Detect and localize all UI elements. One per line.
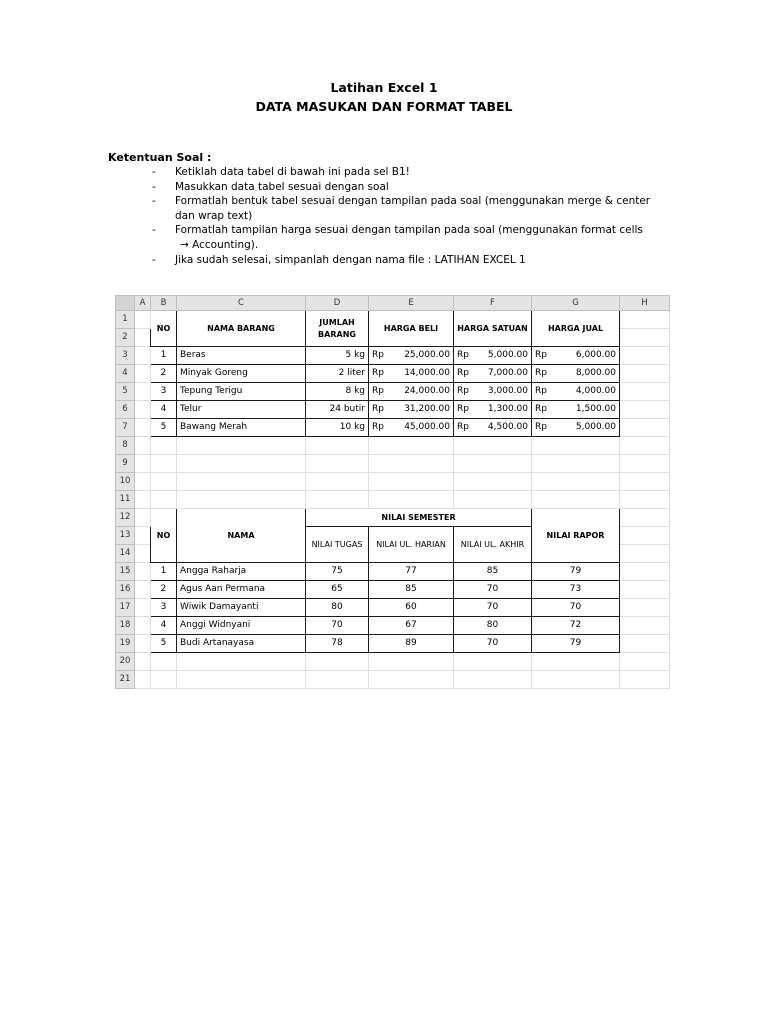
sheet-row — [116, 671, 670, 689]
cell[interactable]: 70 — [454, 635, 532, 653]
cell[interactable] — [151, 653, 177, 671]
cell[interactable] — [135, 617, 151, 635]
cell[interactable]: 1 — [151, 347, 177, 365]
cell[interactable]: Beras — [177, 347, 306, 365]
cell[interactable]: Rp 5,000.00 — [532, 419, 620, 437]
header-cell[interactable]: HARGA SATUAN — [454, 311, 532, 347]
cell[interactable]: 79 — [532, 635, 620, 653]
instruction-list — [150, 165, 680, 267]
page-subtitle: DATA MASUKAN DAN FORMAT TABEL — [255, 99, 513, 114]
cell[interactable] — [177, 437, 306, 455]
instruction-item: - Masukkan data tabel sesuai dengan soal — [152, 180, 389, 193]
cell[interactable]: 5 — [151, 419, 177, 437]
row-header[interactable]: 2 — [116, 329, 135, 347]
instruction-item-continuation: dan wrap text) — [175, 209, 253, 222]
cell[interactable] — [135, 437, 151, 455]
cell[interactable]: 79 — [532, 563, 620, 581]
cell[interactable] — [135, 635, 151, 653]
header-cell[interactable]: HARGA BELI — [369, 311, 454, 347]
cell[interactable] — [135, 653, 151, 671]
header-cell[interactable]: NILAI UL. HARIAN — [369, 527, 454, 563]
cell[interactable]: 70 — [454, 581, 532, 599]
row-header[interactable]: 18 — [116, 617, 135, 635]
column-header[interactable]: G — [532, 296, 620, 311]
cell[interactable] — [620, 347, 670, 365]
header-cell[interactable]: NILAI TUGAS — [306, 527, 369, 563]
cell[interactable]: 8 kg — [306, 383, 369, 401]
header-cell[interactable]: NILAI SEMESTER — [306, 509, 532, 527]
cell[interactable]: 80 — [306, 599, 369, 617]
cell[interactable] — [151, 437, 177, 455]
cell[interactable]: 85 — [454, 563, 532, 581]
cell[interactable]: 75 — [306, 563, 369, 581]
row-header[interactable]: 12 — [116, 509, 135, 527]
cell[interactable] — [369, 491, 454, 509]
cell[interactable] — [532, 671, 620, 689]
cell[interactable]: Wiwik Damayanti — [177, 599, 306, 617]
cell[interactable] — [177, 473, 306, 491]
cell[interactable]: 70 — [532, 599, 620, 617]
cell[interactable] — [620, 581, 670, 599]
cell[interactable]: 2 liter — [306, 365, 369, 383]
cell[interactable]: Agus Aan Permana — [177, 581, 306, 599]
cell[interactable] — [620, 401, 670, 419]
cell[interactable]: 72 — [532, 617, 620, 635]
column-header[interactable]: D — [306, 296, 369, 311]
cell[interactable]: Rp 25,000.00 — [369, 347, 454, 365]
cell[interactable] — [135, 347, 151, 365]
cell[interactable] — [454, 491, 532, 509]
cell[interactable] — [454, 455, 532, 473]
cell[interactable]: 85 — [369, 581, 454, 599]
cell[interactable] — [620, 509, 670, 527]
cell[interactable] — [135, 383, 151, 401]
row-header[interactable]: 14 — [116, 545, 135, 563]
cell[interactable]: Rp 5,000.00 — [454, 347, 532, 365]
cell[interactable]: 70 — [454, 599, 532, 617]
header-cell[interactable]: NAMA BARANG — [177, 311, 306, 347]
select-all-corner[interactable] — [116, 296, 135, 311]
header-cell[interactable]: NILAI RAPOR — [532, 509, 620, 563]
cell[interactable]: Rp 1,300.00 — [454, 401, 532, 419]
cell[interactable]: 10 kg — [306, 419, 369, 437]
cell[interactable] — [620, 437, 670, 455]
row-header[interactable]: 4 — [116, 365, 135, 383]
cell[interactable] — [135, 455, 151, 473]
row-header[interactable]: 21 — [116, 671, 135, 689]
cell[interactable] — [620, 545, 670, 563]
table-row — [116, 365, 670, 383]
cell[interactable]: 67 — [369, 617, 454, 635]
header-cell[interactable]: HARGA JUAL — [532, 311, 620, 347]
cell[interactable]: Minyak Goreng — [177, 365, 306, 383]
cell[interactable]: 1 — [151, 563, 177, 581]
cell[interactable] — [620, 491, 670, 509]
row-header[interactable]: 3 — [116, 347, 135, 365]
cell[interactable] — [135, 365, 151, 383]
cell[interactable]: 3 — [151, 383, 177, 401]
cell[interactable]: 60 — [369, 599, 454, 617]
cell[interactable] — [151, 473, 177, 491]
row-header[interactable]: 11 — [116, 491, 135, 509]
cell[interactable]: 80 — [454, 617, 532, 635]
cell[interactable] — [135, 563, 151, 581]
sheet-row — [116, 653, 670, 671]
column-header[interactable]: H — [620, 296, 670, 311]
spreadsheet — [115, 295, 670, 689]
cell[interactable] — [135, 671, 151, 689]
sheet-row — [116, 311, 670, 329]
header-cell[interactable]: NO — [151, 509, 177, 563]
cell[interactable]: Rp 8,000.00 — [532, 365, 620, 383]
cell[interactable] — [135, 311, 151, 329]
cell[interactable] — [151, 455, 177, 473]
table-row — [116, 581, 670, 599]
sheet-row — [116, 437, 670, 455]
cell[interactable] — [135, 545, 151, 563]
cell[interactable] — [306, 671, 369, 689]
cell[interactable] — [135, 401, 151, 419]
row-header[interactable]: 6 — [116, 401, 135, 419]
cell[interactable]: Rp 45,000.00 — [369, 419, 454, 437]
cell[interactable]: Rp 7,000.00 — [454, 365, 532, 383]
cell[interactable] — [135, 329, 151, 347]
cell[interactable] — [306, 473, 369, 491]
cell[interactable]: Rp 4,000.00 — [532, 383, 620, 401]
cell[interactable] — [177, 671, 306, 689]
header-cell[interactable]: NAMA — [177, 509, 306, 563]
table-row — [116, 563, 670, 581]
cell[interactable]: 77 — [369, 563, 454, 581]
row-header[interactable]: 17 — [116, 599, 135, 617]
cell[interactable] — [369, 437, 454, 455]
ketentuan-label: Ketentuan Soal : — [108, 151, 212, 164]
cell[interactable] — [620, 563, 670, 581]
table-row — [116, 617, 670, 635]
sheet-row — [116, 491, 670, 509]
cell[interactable] — [620, 455, 670, 473]
cell[interactable]: 2 — [151, 365, 177, 383]
cell[interactable]: 3 — [151, 599, 177, 617]
sheet-row — [116, 455, 670, 473]
instruction-item: - Formatlah bentuk tabel sesuai dengan tampilan pada soal (menggunakan merge & center — [152, 195, 651, 208]
cell[interactable] — [135, 419, 151, 437]
column-header-row — [116, 296, 670, 311]
instruction-item: - Jika sudah selesai, simpanlah dengan nama file : LATIHAN EXCEL 1 — [152, 253, 526, 266]
cell[interactable] — [306, 653, 369, 671]
column-header[interactable]: C — [177, 296, 306, 311]
cell[interactable] — [369, 653, 454, 671]
cell[interactable]: Tepung Terigu — [177, 383, 306, 401]
cell[interactable] — [620, 599, 670, 617]
row-header[interactable]: 13 — [116, 527, 135, 545]
cell[interactable]: Angga Raharja — [177, 563, 306, 581]
cell[interactable]: 24 butir — [306, 401, 369, 419]
cell[interactable] — [620, 365, 670, 383]
cell[interactable]: Rp 31,200.00 — [369, 401, 454, 419]
cell[interactable] — [306, 455, 369, 473]
cell[interactable]: Bawang Merah — [177, 419, 306, 437]
cell[interactable] — [620, 311, 670, 329]
column-header[interactable]: A — [135, 296, 151, 311]
table-row — [116, 347, 670, 365]
cell[interactable] — [177, 455, 306, 473]
sheet-row — [116, 509, 670, 527]
row-header[interactable]: 15 — [116, 563, 135, 581]
row-header[interactable]: 7 — [116, 419, 135, 437]
page-title: Latihan Excel 1 — [330, 80, 438, 95]
row-header[interactable]: 16 — [116, 581, 135, 599]
cell[interactable] — [369, 473, 454, 491]
cell[interactable] — [620, 617, 670, 635]
column-header[interactable]: E — [369, 296, 454, 311]
cell[interactable] — [135, 491, 151, 509]
instruction-item: - Ketiklah data tabel di bawah ini pada sel B1! — [152, 166, 410, 178]
cell[interactable] — [532, 455, 620, 473]
cell[interactable] — [177, 491, 306, 509]
cell[interactable] — [532, 473, 620, 491]
column-header[interactable]: B — [151, 296, 177, 311]
table-row — [116, 401, 670, 419]
cell[interactable] — [306, 491, 369, 509]
table-row — [116, 383, 670, 401]
cell[interactable] — [306, 437, 369, 455]
cell[interactable] — [135, 599, 151, 617]
cell[interactable]: Anggi Widnyani — [177, 617, 306, 635]
cell[interactable]: Rp 3,000.00 — [454, 383, 532, 401]
cell[interactable]: Telur — [177, 401, 306, 419]
cell[interactable]: 70 — [306, 617, 369, 635]
instruction-item: - Formatlah tampilan harga sesuai dengan tampilan pada soal (menggunakan format cells — [152, 224, 643, 237]
table-row — [116, 419, 670, 437]
cell[interactable] — [369, 671, 454, 689]
cell[interactable]: 4 — [151, 617, 177, 635]
cell[interactable] — [369, 455, 454, 473]
cell[interactable] — [454, 671, 532, 689]
cell[interactable] — [135, 527, 151, 545]
cell[interactable] — [177, 653, 306, 671]
cell[interactable] — [620, 671, 670, 689]
cell[interactable]: 89 — [369, 635, 454, 653]
instruction-item-continuation: → Accounting). — [180, 238, 259, 251]
cell[interactable]: 2 — [151, 581, 177, 599]
cell[interactable] — [620, 383, 670, 401]
row-header[interactable]: 19 — [116, 635, 135, 653]
cell[interactable]: 65 — [306, 581, 369, 599]
cell[interactable] — [532, 653, 620, 671]
cell[interactable] — [135, 581, 151, 599]
column-header[interactable]: F — [454, 296, 532, 311]
cell[interactable]: Budi Artanayasa — [177, 635, 306, 653]
cell[interactable] — [620, 419, 670, 437]
cell[interactable]: 5 — [151, 635, 177, 653]
row-header[interactable]: 1 — [116, 311, 135, 329]
header-cell[interactable]: NILAI UL. AKHIR — [454, 527, 532, 563]
table-row — [116, 599, 670, 617]
cell[interactable]: Rp 24,000.00 — [369, 383, 454, 401]
cell[interactable] — [454, 437, 532, 455]
cell[interactable]: 4 — [151, 401, 177, 419]
table-row — [116, 635, 670, 653]
cell[interactable] — [532, 437, 620, 455]
cell[interactable] — [151, 671, 177, 689]
cell[interactable] — [620, 473, 670, 491]
header-cell[interactable]: JUMLAH BARANG — [306, 311, 369, 347]
sheet-row — [116, 473, 670, 491]
cell[interactable] — [135, 509, 151, 527]
cell[interactable] — [454, 653, 532, 671]
row-header[interactable]: 5 — [116, 383, 135, 401]
cell[interactable]: Rp 4,500.00 — [454, 419, 532, 437]
cell[interactable] — [620, 635, 670, 653]
cell[interactable]: 78 — [306, 635, 369, 653]
cell[interactable] — [135, 473, 151, 491]
cell[interactable]: Rp 1,500.00 — [532, 401, 620, 419]
cell[interactable] — [454, 473, 532, 491]
header-cell[interactable]: NO — [151, 311, 177, 347]
cell[interactable] — [532, 491, 620, 509]
row-header[interactable]: 8 — [116, 437, 135, 455]
cell[interactable]: Rp 6,000.00 — [532, 347, 620, 365]
cell[interactable]: 73 — [532, 581, 620, 599]
row-header[interactable]: 9 — [116, 455, 135, 473]
cell[interactable] — [620, 329, 670, 347]
row-header[interactable]: 20 — [116, 653, 135, 671]
cell[interactable] — [620, 653, 670, 671]
row-header[interactable]: 10 — [116, 473, 135, 491]
cell[interactable] — [620, 527, 670, 545]
cell[interactable] — [151, 491, 177, 509]
cell[interactable]: 5 kg — [306, 347, 369, 365]
cell[interactable]: Rp 14,000.00 — [369, 365, 454, 383]
